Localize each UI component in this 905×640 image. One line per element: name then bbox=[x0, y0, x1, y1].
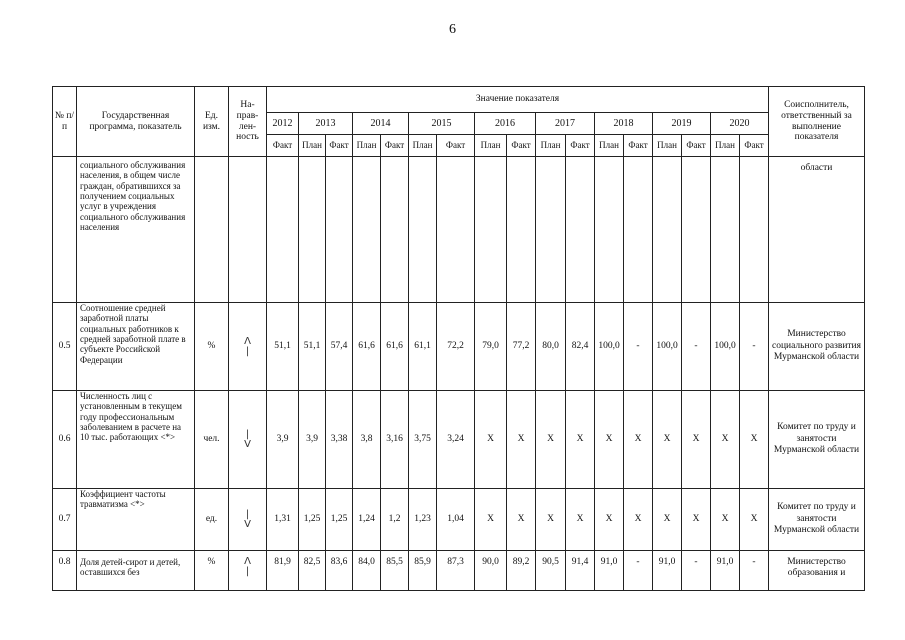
header-direction: На-прав-лен-ность bbox=[229, 87, 267, 157]
value-cell: X bbox=[566, 489, 595, 551]
row-number: 0.6 bbox=[53, 391, 77, 489]
value-cell: X bbox=[653, 489, 682, 551]
value-cell: 82,4 bbox=[566, 303, 595, 391]
value-cell: X bbox=[475, 391, 507, 489]
subheader-plan: План bbox=[595, 135, 624, 157]
value-cell: 3,16 bbox=[381, 391, 409, 489]
value-cell: 1,04 bbox=[437, 489, 475, 551]
value-cell: 81,9 bbox=[267, 551, 299, 591]
value-cell: 85,5 bbox=[381, 551, 409, 591]
subheader-plan: План bbox=[353, 135, 381, 157]
year-2018: 2018 bbox=[595, 113, 653, 135]
value-cell: X bbox=[711, 391, 740, 489]
indicator-name: Соотношение средней заработной платы социальных работников к средней заработной плате в субъекте Российской Федерации bbox=[77, 303, 195, 391]
value-cell: 3,9 bbox=[299, 391, 326, 489]
subheader-fact: Факт bbox=[437, 135, 475, 157]
year-2012: 2012 bbox=[267, 113, 299, 135]
year-2015: 2015 bbox=[409, 113, 475, 135]
table-body bbox=[53, 157, 865, 591]
value-cell bbox=[353, 157, 381, 303]
value-cell bbox=[536, 157, 566, 303]
subheader-fact: Факт bbox=[381, 135, 409, 157]
value-cell: 1,23 bbox=[409, 489, 437, 551]
row-number: 0.5 bbox=[53, 303, 77, 391]
value-cell: X bbox=[566, 391, 595, 489]
value-cell: X bbox=[624, 391, 653, 489]
subheader-fact: Факт bbox=[326, 135, 353, 157]
value-cell: - bbox=[740, 303, 769, 391]
header-unit: Ед. изм. bbox=[195, 87, 229, 157]
value-cell: 61,6 bbox=[381, 303, 409, 391]
indicator-name: Коэффициент частоты травматизма <*> bbox=[77, 489, 195, 551]
subheader-plan: План bbox=[536, 135, 566, 157]
year-2016: 2016 bbox=[475, 113, 536, 135]
subheader-fact: Факт bbox=[566, 135, 595, 157]
table-row bbox=[53, 303, 865, 391]
value-cell: 57,4 bbox=[326, 303, 353, 391]
value-cell: 51,1 bbox=[267, 303, 299, 391]
header-responsible: Соисполнитель, ответственный за выполнение показателя bbox=[769, 87, 865, 157]
value-cell: 72,2 bbox=[437, 303, 475, 391]
year-2017: 2017 bbox=[536, 113, 595, 135]
responsible-cell: Комитет по труду и занятости Мурманской области bbox=[769, 489, 865, 551]
direction-arrow bbox=[229, 391, 267, 489]
value-cell: 100,0 bbox=[653, 303, 682, 391]
unit-cell: чел. bbox=[195, 391, 229, 489]
table-row bbox=[53, 489, 865, 551]
value-cell: 79,0 bbox=[475, 303, 507, 391]
header-num: № п/п bbox=[53, 87, 77, 157]
value-cell: 61,1 bbox=[409, 303, 437, 391]
responsible-cell: Комитет по труду и занятости Мурманской области bbox=[769, 391, 865, 489]
subheader-plan: План bbox=[409, 135, 437, 157]
value-cell: X bbox=[595, 391, 624, 489]
value-cell bbox=[740, 157, 769, 303]
value-cell: 1,31 bbox=[267, 489, 299, 551]
value-cell bbox=[566, 157, 595, 303]
value-cell: 89,2 bbox=[507, 551, 536, 591]
responsible-cell: области bbox=[769, 157, 865, 303]
row-number: 0.8 bbox=[53, 551, 77, 591]
value-cell: 91,0 bbox=[653, 551, 682, 591]
direction-arrow-bottom: | bbox=[245, 566, 250, 577]
value-cell bbox=[595, 157, 624, 303]
unit-cell: ед. bbox=[195, 489, 229, 551]
subheader-plan: План bbox=[475, 135, 507, 157]
header-program: Государственная программа, показатель bbox=[77, 87, 195, 157]
direction-arrow-top: Λ bbox=[244, 335, 251, 347]
value-cell: 84,0 bbox=[353, 551, 381, 591]
subheader-plan: План bbox=[711, 135, 740, 157]
value-cell: X bbox=[507, 391, 536, 489]
subheader-fact: Факт bbox=[682, 135, 711, 157]
unit-cell: % bbox=[195, 551, 229, 591]
value-cell: - bbox=[624, 551, 653, 591]
subheader-plan: План bbox=[653, 135, 682, 157]
value-cell bbox=[507, 157, 536, 303]
year-2013: 2013 bbox=[299, 113, 353, 135]
year-2019: 2019 bbox=[653, 113, 711, 135]
value-cell: - bbox=[624, 303, 653, 391]
value-cell: 1,2 bbox=[381, 489, 409, 551]
value-cell: 100,0 bbox=[595, 303, 624, 391]
table-row bbox=[53, 551, 865, 591]
value-cell: 87,3 bbox=[437, 551, 475, 591]
value-cell bbox=[326, 157, 353, 303]
value-cell: 90,0 bbox=[475, 551, 507, 591]
year-2014: 2014 bbox=[353, 113, 409, 135]
subheader-fact: Факт bbox=[267, 135, 299, 157]
indicator-name: Численность лиц с установленным в текущем году профессиональным заболеванием в расчете на 10 тыс. работающих <*> bbox=[77, 391, 195, 489]
direction-arrow-top: | bbox=[245, 508, 250, 520]
value-cell: 1,24 bbox=[353, 489, 381, 551]
page-number: 6 bbox=[449, 22, 456, 37]
value-cell: 80,0 bbox=[536, 303, 566, 391]
value-cell bbox=[711, 157, 740, 303]
value-cell: - bbox=[682, 551, 711, 591]
table-row bbox=[53, 391, 865, 489]
value-cell: - bbox=[740, 551, 769, 591]
direction-arrow-top: | bbox=[245, 428, 250, 440]
direction-arrow bbox=[229, 489, 267, 551]
direction-arrow bbox=[229, 551, 267, 591]
direction-arrow-bottom: V bbox=[244, 518, 251, 530]
value-cell bbox=[299, 157, 326, 303]
value-cell: 100,0 bbox=[711, 303, 740, 391]
value-cell: X bbox=[740, 391, 769, 489]
value-cell bbox=[624, 157, 653, 303]
row-number bbox=[53, 157, 77, 303]
table-row bbox=[53, 157, 865, 303]
value-cell: X bbox=[595, 489, 624, 551]
direction-arrow-bottom: | bbox=[245, 345, 250, 357]
value-cell: 77,2 bbox=[507, 303, 536, 391]
value-cell: 83,6 bbox=[326, 551, 353, 591]
value-cell: X bbox=[740, 489, 769, 551]
subheader-fact: Факт bbox=[507, 135, 536, 157]
value-cell: X bbox=[682, 391, 711, 489]
value-cell: 61,6 bbox=[353, 303, 381, 391]
direction-arrow bbox=[229, 157, 267, 303]
subheader-fact: Факт bbox=[624, 135, 653, 157]
value-cell: X bbox=[475, 489, 507, 551]
row-number: 0.7 bbox=[53, 489, 77, 551]
value-cell bbox=[381, 157, 409, 303]
value-cell: 3,38 bbox=[326, 391, 353, 489]
value-cell: 82,5 bbox=[299, 551, 326, 591]
responsible-cell: Министерство социального развития Мурманской области bbox=[769, 303, 865, 391]
value-cell bbox=[653, 157, 682, 303]
value-cell: 3,9 bbox=[267, 391, 299, 489]
subheader-plan: План bbox=[299, 135, 326, 157]
value-cell: 91,4 bbox=[566, 551, 595, 591]
header-value-group: Значение показателя bbox=[267, 87, 769, 113]
year-2020: 2020 bbox=[711, 113, 769, 135]
unit-cell bbox=[195, 157, 229, 303]
value-cell: 91,0 bbox=[595, 551, 624, 591]
value-cell: X bbox=[711, 489, 740, 551]
value-cell bbox=[682, 157, 711, 303]
value-cell: X bbox=[536, 391, 566, 489]
value-cell: 90,5 bbox=[536, 551, 566, 591]
value-cell: 85,9 bbox=[409, 551, 437, 591]
indicator-name: Доля детей-сирот и детей, оставшихся без bbox=[77, 551, 195, 591]
value-cell: X bbox=[653, 391, 682, 489]
value-cell bbox=[267, 157, 299, 303]
direction-arrow-top: Λ bbox=[244, 556, 251, 567]
indicator-table bbox=[52, 86, 865, 591]
value-cell: 91,0 bbox=[711, 551, 740, 591]
direction-arrow-bottom: V bbox=[244, 438, 251, 450]
subheader-fact: Факт bbox=[740, 135, 769, 157]
value-cell bbox=[437, 157, 475, 303]
value-cell: 1,25 bbox=[299, 489, 326, 551]
value-cell: X bbox=[536, 489, 566, 551]
value-cell bbox=[409, 157, 437, 303]
indicator-name: социального обслуживания населения, в общем числе граждан, обратившихся за получением социальных услуг в учреждения социального обслуживания населения bbox=[77, 157, 195, 303]
value-cell: X bbox=[624, 489, 653, 551]
value-cell: 51,1 bbox=[299, 303, 326, 391]
value-cell: X bbox=[507, 489, 536, 551]
value-cell: X bbox=[682, 489, 711, 551]
unit-cell: % bbox=[195, 303, 229, 391]
direction-arrow bbox=[229, 303, 267, 391]
value-cell: - bbox=[682, 303, 711, 391]
responsible-cell: Министерство образования и bbox=[769, 551, 865, 591]
value-cell: 1,25 bbox=[326, 489, 353, 551]
value-cell: 3,24 bbox=[437, 391, 475, 489]
value-cell: 3,8 bbox=[353, 391, 381, 489]
value-cell: 3,75 bbox=[409, 391, 437, 489]
value-cell bbox=[475, 157, 507, 303]
